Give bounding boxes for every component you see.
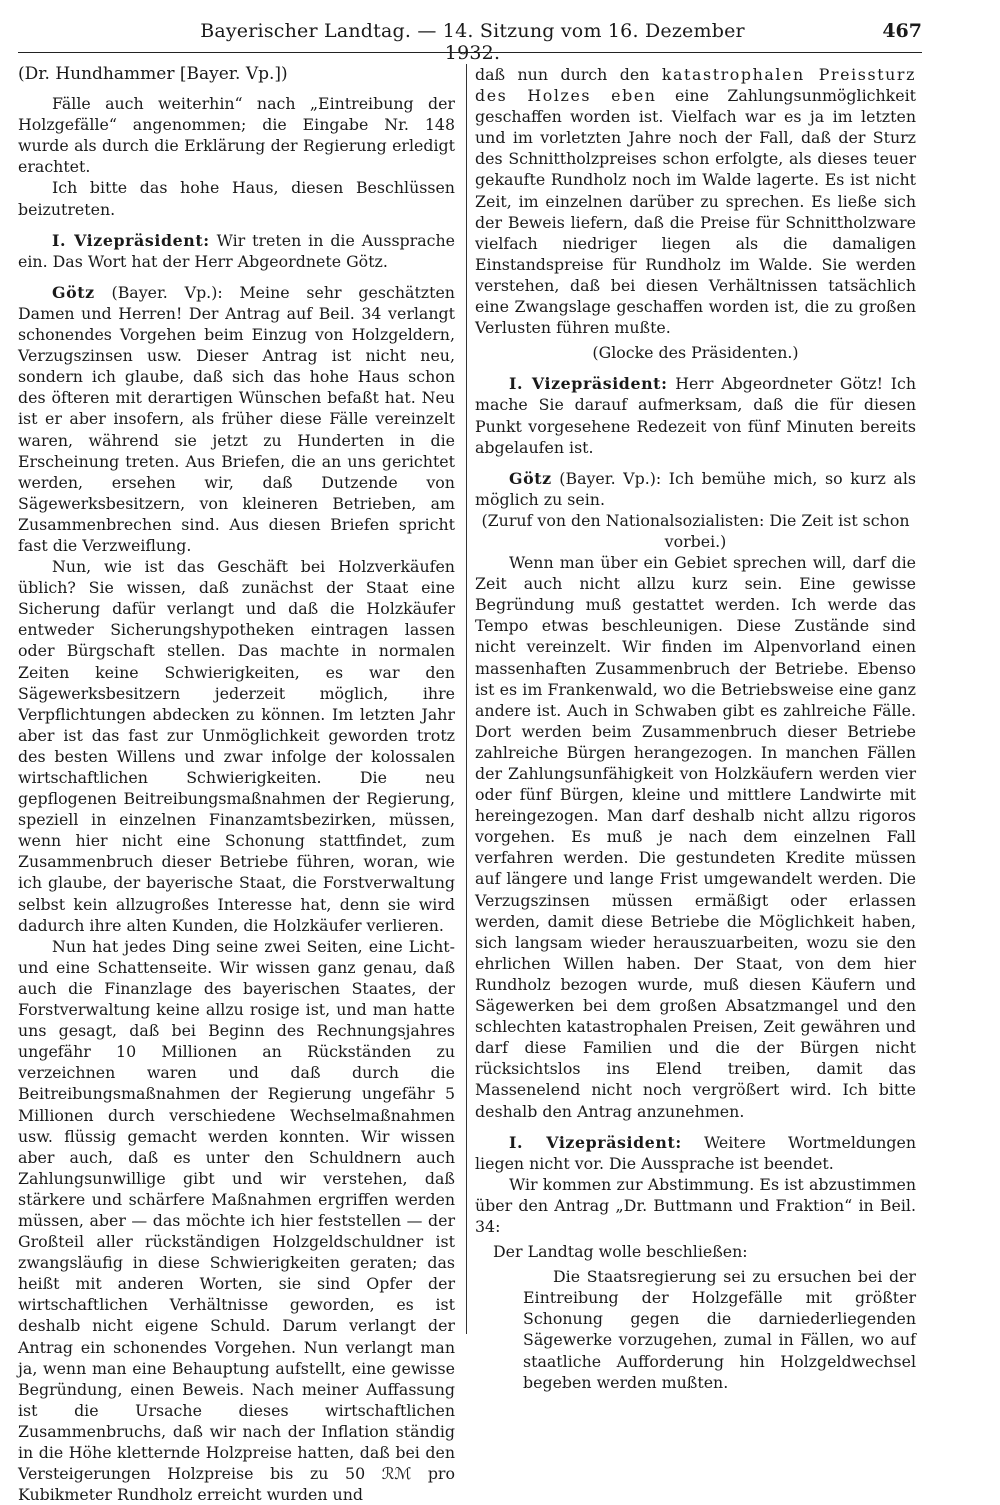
speech-text: Herr Abgeordneter Götz! Ich mache Sie darauf aufmerksam, daß die für diesen Punkt vorgesehene Redezeit von fünf Minuten bereits abgelaufen ist. bbox=[475, 374, 916, 457]
speaker-name: Götz bbox=[52, 282, 95, 302]
speaker-name: I. Vizepräsident: bbox=[509, 374, 668, 394]
spaced-emphasis: katastrophalen Preissturz des Holzes eben bbox=[475, 65, 916, 106]
speaker-name: I. Vizepräsident: bbox=[52, 230, 210, 250]
speaker-name: I. Vizepräsident: bbox=[509, 1132, 682, 1152]
paragraph bbox=[475, 1132, 916, 1174]
paragraph bbox=[475, 373, 916, 457]
speech-text: (Bayer. Vp.): Meine sehr geschätzten Damen und Herren! Der Antrag auf Beil. 34 verlangt schonendes Vorgehen beim Einzug von Holzgeldern, Verzugszinsen usw. Dieser Antrag ist nicht neu, sondern ich glaube, daß sich das hohe Haus schon des öfteren mit derartigen Wünschen befaßt hat. Neu ist er aber insofern, als früher diese Fälle vereinzelt waren, während sie jetzt zu Hunderten in die Erscheinung treten. Aus Briefen, die an uns gerichtet werden, ersehen wir, daß Dutzende von Sägewerksbesitzern, von kleineren Betrieben, am Zusammenbrechen sind. Aus diesen Briefen spricht fast die Verzweiflung. bbox=[18, 282, 455, 555]
paragraph: Fälle auch weiterhin“ nach „Eintreibung der Holzgefälle“ angenommen; die Eingabe Nr. 148 wurde als durch die Erklärung der Regierung erledigt erachtet. bbox=[18, 94, 455, 177]
paragraph: Wenn man über ein Gebiet sprechen will, darf die Zeit auch nicht allzu kurz sein. Eine gewisse Begründung muß gestattet werden. Ich werde das Tempo etwas beschleunigen. Diese Zustände sind nicht vereinzelt. Wir finden im Alpenvorland einen massenhaften Zusammenbruch der Betriebe. Ebenso ist es im Frankenwald, wo die Betriebsweise eine ganz andere ist. Auch in Schwaben gibt es zahlreiche Fälle. Dort werden beim Zusammenbruch dieser Betriebe zahlreiche Bürgen herangezogen. In manchen Fällen der Zahlungsunfähigkeit von Holzkäufern werden vier oder fünf Bürgen, kleine und mittlere Landwirte mit hereingezogen. Man darf deshalb nicht allzu rigoros vorgehen. Es muß je nach dem einzelnen Fall verfahren werden. Die gestundeten Kredite müssen auf längere und lange Frist umgewandelt werden. Die Verzugszinsen müssen ermäßigt oder erlassen werden, damit diese Betriebe die Möglichkeit haben, sich langsam wieder herauszuarbeiten, wozu sie den ehrlichen Willen haben. Der Staat, von dem hier Rundholz bezogen wurde, muß diesen Käufern und Sägewerken bei dem großen Absatzmangel und den schlechten katastrophalen Preisen, Zeit gewähren und darf diese Familien und die der Bürgen nicht rücksichtslos ins Elend treiben, damit das Massenelend nicht noch vergrößert wird. Ich bitte deshalb den Antrag anzunehmen. bbox=[475, 553, 916, 1121]
page-number: 467 bbox=[882, 20, 922, 42]
paragraph: Ich bitte das hohe Haus, diesen Beschlüssen beizutreten. bbox=[18, 178, 455, 219]
speech-text: Wir treten in die Aussprache ein. Das Wort hat der Herr Abgeordnete Götz. bbox=[18, 230, 455, 271]
resolution-intro: Der Landtag wolle beschließen: bbox=[493, 1242, 748, 1262]
paragraph bbox=[18, 230, 455, 272]
stage-direction: (Glocke des Präsidenten.) bbox=[592, 343, 799, 363]
text-run: daß nun durch den bbox=[475, 65, 650, 84]
paragraph: Nun, wie ist das Geschäft bei Holzverkäufen üblich? Sie wissen, daß zunächst der Staat eine Sicherung dafür verlangt und daß die Holzkäufer entweder Sicherungshypotheken eintragen lassen oder Bürgschaft stellen. Das machte in normalen Zeiten keine Schwierigkeiten, es war den Sägewerksbesitzern jederzeit möglich, ihre Verpflichtungen abdecken zu können. Im letzten Jahr aber ist das fast zur Unmöglichkeit geworden trotz des besten Willens und zwar infolge der kolossalen wirtschaftlichen Schwierigkeiten. Die neu gepflogenen Beitreibungsmaßnahmen der Regierung, speziell in einzelnen Finanzamtsbezirken, müssen, wenn hier nicht eine Schonung stattfindet, zum Zusammenbruch dieser Betriebe führen, woran, wie ich glaube, der bayerische Staat, die Forstverwaltung selbst kein allzugroßes Interesse hat, denn sie wird dadurch ihre alten Kunden, die Holzkäufer verlieren. bbox=[18, 557, 455, 935]
paragraph bbox=[475, 468, 916, 510]
column-divider bbox=[466, 64, 467, 1334]
header-rule bbox=[18, 52, 922, 53]
speech-text: (Bayer. Vp.): Ich bemühe mich, so kurz als möglich zu sein. bbox=[475, 468, 916, 509]
right-column bbox=[475, 64, 916, 1393]
speech-text: Weitere Wortmeldungen liegen nicht vor. Die Aussprache ist beendet. bbox=[475, 1132, 917, 1173]
resolution-text: Die Staatsregierung sei zu ersuchen bei der Eintreibung der Holzgefälle mit größter Schonung gegen die darniederliegenden Sägewerke vorzugehen, zumal in Fällen, wo auf staatliche Aufforderung hin Holzgeldwechsel begeben werden mußten. bbox=[523, 1267, 916, 1392]
speaker-name: Götz bbox=[509, 468, 552, 488]
text-run: eine Zahlungsunmöglichkeit geschaffen worden ist. Vielfach war es ja im letzten und im vorletzten Jahre noch der Fall, daß der Sturz des Schnittholzpreises schon erfolgte, als dieses teuer gekaufte Rundholz noch im Walde lagerte. Es ist nicht Zeit, im einzelnen darüber zu sprechen. Es ließe sich der Beweis liefern, daß die Preise für Schnittholzware vielfach niedriger liegen als die damaligen Einstandspreise für Rundholz im Walde. Sie werden verstehen, daß bei diesen Verhältnissen tatsächlich eine Zwangslage geschaffen worden ist, die zu großen Verlusten führen mußte. bbox=[475, 86, 916, 338]
paragraph: Wir kommen zur Abstimmung. Es ist abzustimmen über den Antrag „Dr. Buttmann und Fraktion“ in Beil. 34: bbox=[475, 1174, 916, 1236]
paragraph bbox=[18, 282, 455, 556]
speaker-header: (Dr. Hundhammer [Bayer. Vp.]) bbox=[18, 64, 288, 84]
interjection: (Zuruf von den Nationalsozialisten: Die Zeit ist schon vorbei.) bbox=[481, 510, 910, 551]
paragraph bbox=[475, 64, 916, 338]
paragraph: Nun hat jedes Ding seine zwei Seiten, eine Licht- und eine Schattenseite. Wir wissen ganz genau, daß auch die Finanzlage des bayerischen Staates, der Forstverwaltung keine allzu rosige ist, und man hatte uns gesagt, daß bei Beginn des Rechnungsjahres ungefähr 10 Millionen an Rückständen zu verzeichnen waren und daß durch die Beitreibungsmaßnahmen der Regierung ungefähr 5 Millionen durch verschiedene Wechselmaßnahmen usw. flüssig gemacht werden konnten. Wir wissen aber auch, daß es unter den Schuldnern auch Zahlungsunwillige gibt und wir verstehen, daß stärkere und schärfere Maßnahmen ergriffen werden müssen, aber — das möchte ich hier feststellen — der Großteil aller rückständigen Holzgeldschuldner ist zwangsläufig in diese Schwierigkeiten geraten; das heißt mit anderen Worten, sie sind Opfer der wirtschaftlichen Verhältnisse geworden, es ist deshalb nicht eigene Schuld. Darum verlangt der Antrag ein schonendes Vorgehen. Nun verlangt man ja, wenn man eine Behauptung aufstellt, eine gewisse Begründung, einen Beweis. Nach meiner Auffassung ist die Ursache dieses wirtschaftlichen Zusammenbruchs, daß wir nach der Inflation ständig in die Höhe kletternde Holzpreise hatten, daß bei den Versteigerungen Holzpreise bis zu 50 ℛℳ pro Kubikmeter Rundholz erreicht wurden und bbox=[18, 936, 455, 1505]
page-header bbox=[0, 20, 1000, 64]
left-column bbox=[18, 64, 455, 1505]
running-title: Bayerischer Landtag. — 14. Sitzung vom 16. Dezember 1932. bbox=[200, 20, 745, 64]
